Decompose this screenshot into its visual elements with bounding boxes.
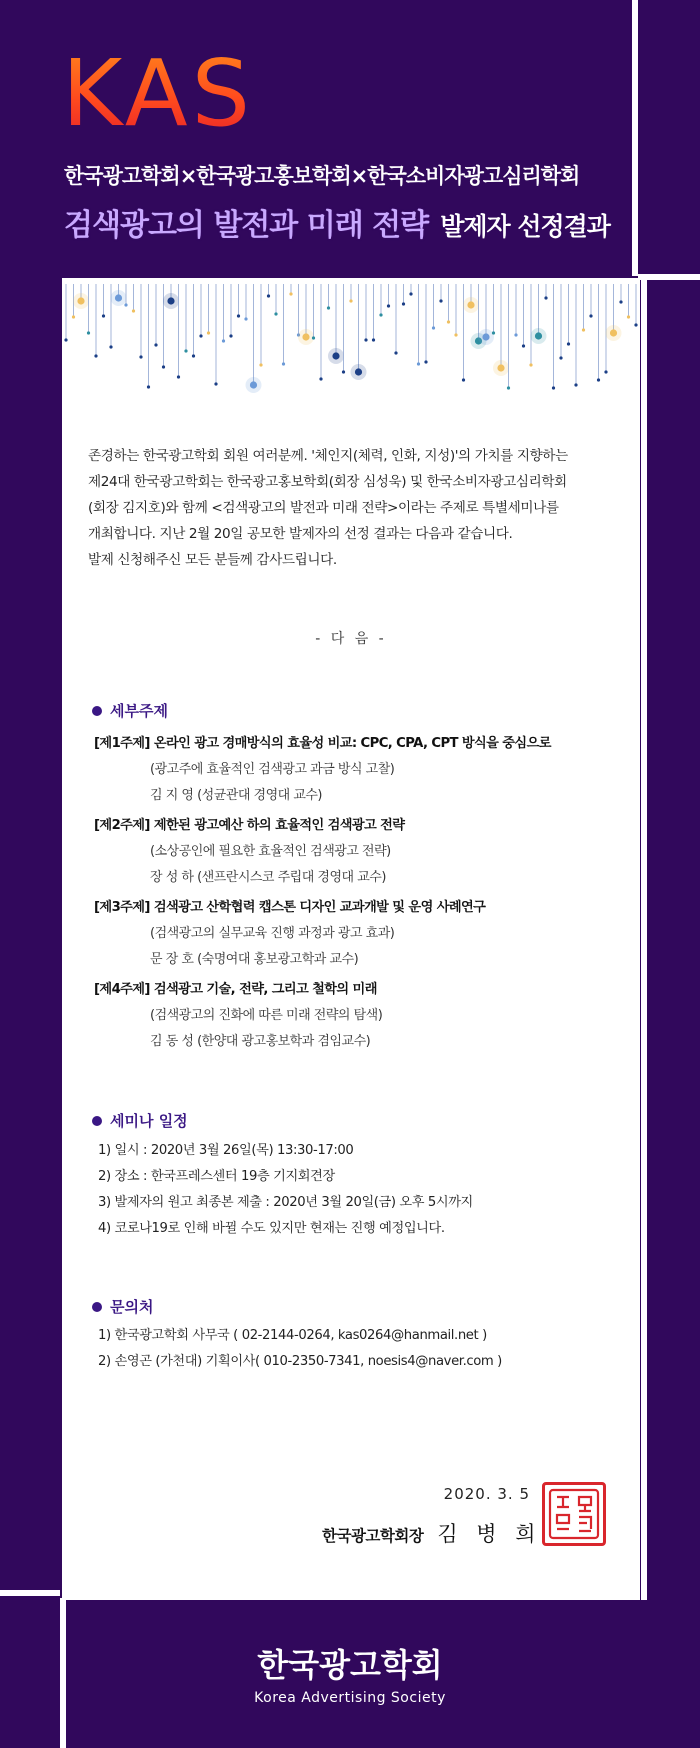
hanging-light-bulb xyxy=(432,326,435,329)
hanging-light-bulb xyxy=(342,370,345,373)
kas-logo xyxy=(62,40,255,147)
topic-presenter: 김 지 영 (성균관대 경영대 교수) xyxy=(150,788,323,803)
hanging-light-bulb xyxy=(417,362,420,365)
hanging-light-bulb xyxy=(312,336,315,339)
hanging-light-bulb xyxy=(627,315,630,318)
hanging-light-bulb xyxy=(319,377,322,380)
hanging-light-bulb xyxy=(72,315,75,318)
hanging-light-bulb xyxy=(454,333,457,336)
hanging-light-bulb xyxy=(115,294,122,301)
co-host-title: 한국광고학회×한국광고홍보학회×한국소비자광고심리학회 xyxy=(64,164,580,188)
hanging-light-bulb xyxy=(214,382,217,385)
bullet-icon xyxy=(92,1116,102,1126)
hanging-light-bulb xyxy=(302,333,309,340)
hanging-light-bulb xyxy=(229,334,232,337)
footer-name-ko: 한국광고학회 xyxy=(257,1646,443,1684)
official-seal-icon xyxy=(542,1482,606,1546)
frame-line xyxy=(638,274,700,280)
hanging-light-bulb xyxy=(582,328,585,331)
list-item: 2) 장소 : 한국프레스센터 19층 기지회견장 xyxy=(98,1169,335,1184)
hanging-light-bulb xyxy=(387,304,390,307)
hanging-light-bulb xyxy=(177,375,180,378)
bullet-icon xyxy=(92,706,102,716)
topic-presenter: 장 성 하 (샌프란시스코 주립대 경영대 교수) xyxy=(150,870,386,885)
hanging-light-bulb xyxy=(409,292,412,295)
hanging-light-bulb xyxy=(610,329,617,336)
hanging-light-bulb xyxy=(514,333,517,336)
list-item xyxy=(94,977,634,1055)
topic-subtitle: (검색광고의 실무교육 진행 과정과 광고 효과) xyxy=(150,926,395,941)
signature-role: 한국광고학회장 xyxy=(322,1527,424,1545)
intro-line: 발제 신청해주신 모든 분들께 감사드립니다. xyxy=(88,552,337,568)
hanging-light-bulb xyxy=(289,292,292,295)
list-item: 2) 손영곤 (가천대) 기획이사( 010-2350-7341, noesis4@naver.com ) xyxy=(98,1354,502,1369)
schedule-heading-label: 세미나 일정 xyxy=(110,1112,188,1130)
hanging-light-bulb xyxy=(109,345,112,348)
hanging-light-bulb xyxy=(332,352,339,359)
hanging-light-bulb xyxy=(447,320,450,323)
topic-title: [제3주제] 검색광고 산학협력 캡스톤 디자인 교과개발 및 운영 사례연구 xyxy=(94,900,486,915)
hanging-light-bulb xyxy=(634,323,637,326)
topic-title: [제1주제] 온라인 광고 경매방식의 효율성 비교: CPC, CPA, CPT 방식을 중심으로 xyxy=(94,736,551,751)
hanging-light-bulb xyxy=(250,381,257,388)
topic-presenter: 김 동 성 (한양대 광고홍보학과 겸임교수) xyxy=(150,1034,371,1049)
logo-text: KAS xyxy=(62,40,255,147)
hanging-light-bulb xyxy=(162,365,165,368)
following-mark: - 다 음 - xyxy=(315,631,387,647)
topic-subtitle: (소상공인에 필요한 효율적인 검색광고 전략) xyxy=(150,844,391,859)
hanging-light-bulb xyxy=(154,343,157,346)
intro-line: 개최합니다. 지난 2월 20일 공모한 발제자의 선정 결과는 다음과 같습니다. xyxy=(88,526,513,542)
hanging-light-bulb xyxy=(604,370,607,373)
hanging-light-bulb xyxy=(327,306,330,309)
hanging-light-bulb xyxy=(167,297,174,304)
signature-line xyxy=(322,1518,542,1548)
hanging-light-bulb xyxy=(77,297,84,304)
hanging-light-bulb xyxy=(87,331,90,334)
footer-name-en: Korea Advertising Society xyxy=(254,1690,446,1706)
bullet-icon xyxy=(92,1302,102,1312)
hanging-light-bulb xyxy=(522,344,525,347)
hanging-light-bulb xyxy=(589,314,592,317)
hanging-lights-decoration xyxy=(62,284,640,414)
intro-line: (회장 김지호)와 함께 <검색광고의 발전과 미래 전략>이라는 주제로 특별세미나를 xyxy=(88,500,559,516)
hanging-light-bulb xyxy=(574,383,577,386)
content-panel xyxy=(62,278,640,1600)
hanging-light-bulb xyxy=(552,386,555,389)
topic-title: [제4주제] 검색광고 기술, 전략, 그리고 철학의 미래 xyxy=(94,982,377,997)
hanging-light-bulb xyxy=(567,342,570,345)
contact-heading-label: 문의처 xyxy=(110,1298,154,1316)
hanging-light-bulb xyxy=(147,385,150,388)
hanging-light-bulb xyxy=(394,351,397,354)
hanging-light-bulb xyxy=(492,331,495,334)
hanging-light-bulb xyxy=(282,362,285,365)
list-item: 4) 코로나19로 인해 바뀔 수도 있지만 현재는 진행 예정입니다. xyxy=(98,1221,445,1236)
hanging-light-bulb xyxy=(535,332,542,339)
hanging-light-bulb xyxy=(462,378,465,381)
hanging-light-bulb xyxy=(64,338,67,341)
page-title xyxy=(64,200,610,244)
frame-line xyxy=(632,0,638,276)
schedule-list xyxy=(98,1138,638,1242)
hanging-light-bulb xyxy=(559,356,562,359)
hanging-light-bulb xyxy=(274,312,277,315)
topics-heading xyxy=(92,700,168,721)
title-rest: 발제자 선정결과 xyxy=(440,212,610,241)
hanging-light-bulb xyxy=(184,349,187,352)
footer xyxy=(0,1640,700,1706)
hanging-light-bulb xyxy=(379,313,382,316)
frame-line xyxy=(0,1590,60,1596)
topic-presenter: 문 장 호 (숙명여대 홍보광고학과 교수) xyxy=(150,952,359,967)
topic-title: [제2주제] 제한된 광고예산 하의 효율적인 검색광고 전략 xyxy=(94,818,405,833)
hanging-light-bulb xyxy=(402,302,405,305)
intro-text xyxy=(88,443,616,573)
hanging-light-bulb xyxy=(222,339,225,342)
list-item: 3) 발제자의 원고 최종본 제출 : 2020년 3월 20일(금) 오후 5시까지 xyxy=(98,1195,473,1210)
hanging-light-bulb xyxy=(529,363,532,366)
hanging-light-bulb xyxy=(349,299,352,302)
hanging-light-bulb xyxy=(124,303,127,306)
hanging-light-bulb xyxy=(207,331,210,334)
hanging-light-bulb xyxy=(94,354,97,357)
list-item xyxy=(94,813,634,891)
list-item: 1) 한국광고학회 사무국 ( 02-2144-0264, kas0264@hanmail.net ) xyxy=(98,1328,487,1343)
hanging-light-bulb xyxy=(424,360,427,363)
hanging-light-bulb xyxy=(544,296,547,299)
hanging-light-bulb xyxy=(372,338,375,341)
hanging-light-bulb xyxy=(497,364,504,371)
title-highlight: 검색광고의 발전과 미래 전략 xyxy=(64,208,429,243)
contact-heading xyxy=(92,1296,153,1317)
hanging-light-bulb xyxy=(439,299,442,302)
frame-line xyxy=(641,280,647,1600)
topics-list xyxy=(94,731,634,1059)
hanging-light-bulb xyxy=(102,314,105,317)
hanging-light-bulb xyxy=(132,309,135,312)
hanging-light-bulb xyxy=(267,294,270,297)
hanging-light-bulb xyxy=(597,378,600,381)
hanging-light-bulb xyxy=(237,314,240,317)
list-item xyxy=(94,895,634,973)
hanging-light-bulb xyxy=(259,363,262,366)
topics-heading-label: 세부주제 xyxy=(110,702,168,720)
hanging-light-bulb xyxy=(467,301,474,308)
schedule-heading xyxy=(92,1110,188,1131)
hanging-light-bulb xyxy=(507,386,510,389)
contact-list xyxy=(98,1323,638,1375)
hanging-light-bulb xyxy=(244,317,247,320)
signature-name: 김 병 희 xyxy=(437,1522,542,1546)
hanging-light-bulb xyxy=(364,338,367,341)
list-item: 1) 일시 : 2020년 3월 26일(목) 13:30-17:00 xyxy=(98,1143,354,1158)
topic-subtitle: (광고주에 효율적인 검색광고 과금 방식 고찰) xyxy=(150,762,395,777)
intro-line: 제24대 한국광고학회는 한국광고홍보학회(회장 심성욱) 및 한국소비자광고심리학회 xyxy=(88,474,567,490)
hanging-light-bulb xyxy=(139,355,142,358)
hanging-light-bulb xyxy=(619,300,622,303)
signature-date: 2020. 3. 5 xyxy=(443,1485,530,1503)
hanging-light-bulb xyxy=(482,333,489,340)
topic-subtitle: (검색광고의 진화에 따른 미래 전략의 탐색) xyxy=(150,1008,383,1023)
list-item xyxy=(94,731,634,809)
hanging-light-bulb xyxy=(199,334,202,337)
hanging-light-bulb xyxy=(355,368,362,375)
intro-line: 존경하는 한국광고학회 회원 여러분께. '체인지(체력, 인화, 지성)'의 가치를 지향하는 xyxy=(88,448,568,464)
hanging-light-bulb xyxy=(192,354,195,357)
